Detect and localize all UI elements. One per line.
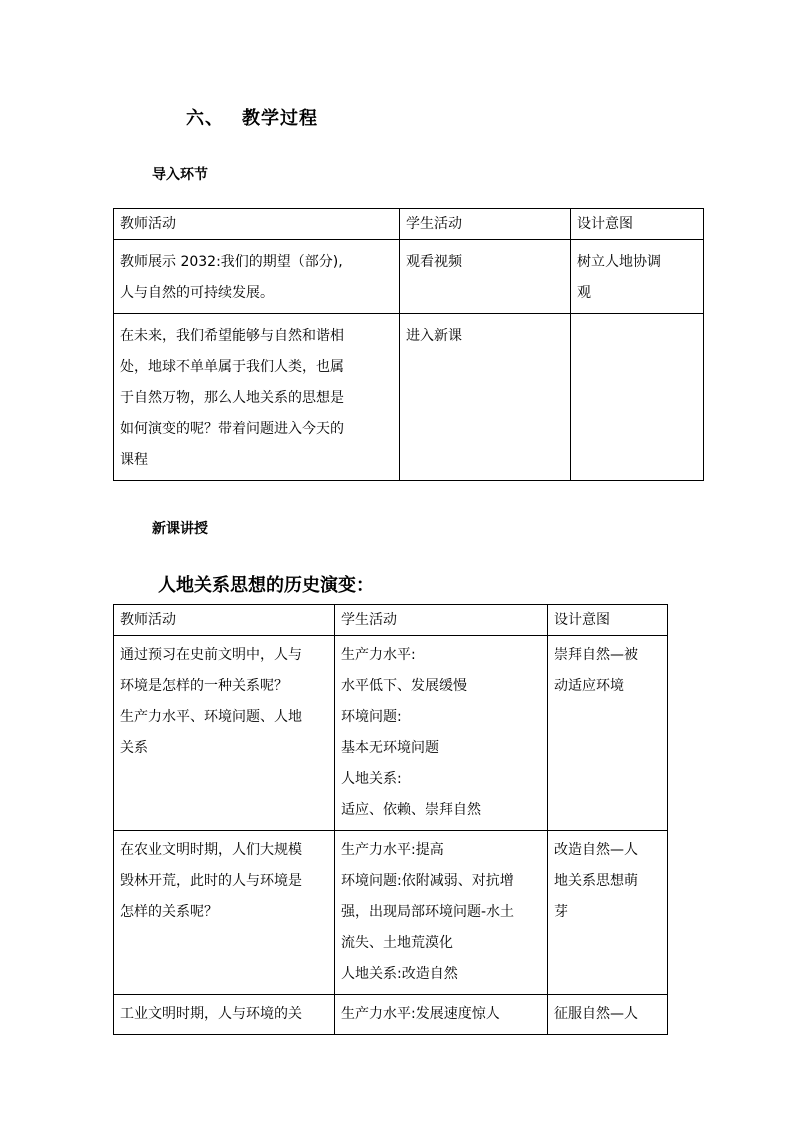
section-heading	[186, 104, 318, 130]
cell-line: 流失、土地荒漠化	[341, 935, 453, 951]
cell-line: 通过预习在史前文明中，人与	[120, 647, 302, 663]
cell-line: 环境问题:	[341, 709, 402, 725]
cell-line: 环境是怎样的一种关系呢？	[120, 678, 288, 694]
cell-line: 处，地球不单单属于我们人类，也属	[120, 359, 344, 375]
lecture-subheading: 人地关系思想的历史演变：	[158, 575, 374, 596]
table-row	[114, 831, 668, 995]
table-header-row	[114, 209, 704, 240]
cell-line: 强，出现局部环境问题-水土	[341, 904, 515, 920]
table-row	[114, 995, 668, 1035]
cell-line: 人地关系:改造自然	[341, 966, 458, 982]
cell-line: 在农业文明时期，人们大规模	[120, 842, 302, 858]
intent-cell	[548, 831, 668, 995]
student-cell	[335, 831, 548, 995]
header-intent: 设计意图	[548, 605, 668, 636]
table-row	[114, 240, 704, 314]
teacher-cell	[114, 636, 335, 831]
cell-line: 水平低下、发展缓慢	[341, 678, 467, 694]
cell-line: 人与自然的可持续发展。	[120, 285, 274, 301]
cell-line: 生产力水平:发展速度惊人	[341, 1006, 500, 1022]
intent-cell	[571, 240, 704, 314]
student-cell	[335, 995, 548, 1035]
cell-line: 如何演变的呢？带着问题进入今天的	[120, 421, 344, 437]
cell-line: 工业文明时期，人与环境的关	[120, 1006, 302, 1022]
cell-line: 崇拜自然—被	[554, 647, 638, 663]
cell-line: 关系	[120, 740, 148, 756]
cell-line: 教师展示 2032:我们的期望（部分),	[120, 254, 343, 270]
header-student: 学生活动	[335, 605, 548, 636]
header-student: 学生活动	[400, 209, 571, 240]
table-header-row	[114, 605, 668, 636]
cell-line: 改造自然—人	[554, 842, 638, 858]
student-cell	[400, 240, 571, 314]
cell-line: 于自然万物，那么人地关系的思想是	[120, 390, 344, 406]
lecture-heading: 新课讲授	[152, 521, 208, 537]
table-row	[114, 636, 668, 831]
header-teacher: 教师活动	[114, 605, 335, 636]
teacher-cell	[114, 995, 335, 1035]
cell-line: 人地关系:	[341, 771, 402, 787]
intro-heading: 导入环节	[152, 167, 208, 183]
cell-line: 毁林开荒，此时的人与环境是	[120, 873, 302, 889]
cell-line: 芽	[554, 904, 568, 920]
intro-table	[113, 208, 704, 481]
cell-line: 生产力水平、环境问题、人地	[120, 709, 302, 725]
cell-line: 地关系思想萌	[554, 873, 638, 889]
teacher-cell	[114, 831, 335, 995]
intent-cell	[571, 314, 704, 481]
intent-cell	[548, 995, 668, 1035]
section-title: 教学过程	[242, 108, 318, 129]
header-teacher: 教师活动	[114, 209, 400, 240]
teacher-cell	[114, 314, 400, 481]
cell-line: 基本无环境问题	[341, 740, 439, 756]
cell-line: 观看视频	[406, 254, 462, 270]
cell-line: 在未来，我们希望能够与自然和谐相	[120, 328, 344, 344]
cell-line: 环境问题:依附减弱、对抗增	[341, 873, 514, 889]
table-row	[114, 314, 704, 481]
cell-line: 生产力水平:提高	[341, 842, 444, 858]
cell-line: 进入新课	[406, 328, 462, 344]
intent-cell	[548, 636, 668, 831]
lecture-table	[113, 604, 668, 1035]
cell-line: 动适应环境	[554, 678, 624, 694]
cell-line: 树立人地协调	[577, 254, 661, 270]
student-cell	[335, 636, 548, 831]
cell-line: 适应、依赖、崇拜自然	[341, 802, 481, 818]
cell-line: 课程	[120, 452, 148, 468]
cell-line: 生产力水平:	[341, 647, 416, 663]
student-cell	[400, 314, 571, 481]
cell-line: 观	[577, 285, 591, 301]
teacher-cell	[114, 240, 400, 314]
header-intent: 设计意图	[571, 209, 704, 240]
cell-line: 怎样的关系呢？	[120, 904, 218, 920]
section-number: 六、	[186, 108, 224, 129]
cell-line: 征服自然—人	[554, 1006, 638, 1022]
